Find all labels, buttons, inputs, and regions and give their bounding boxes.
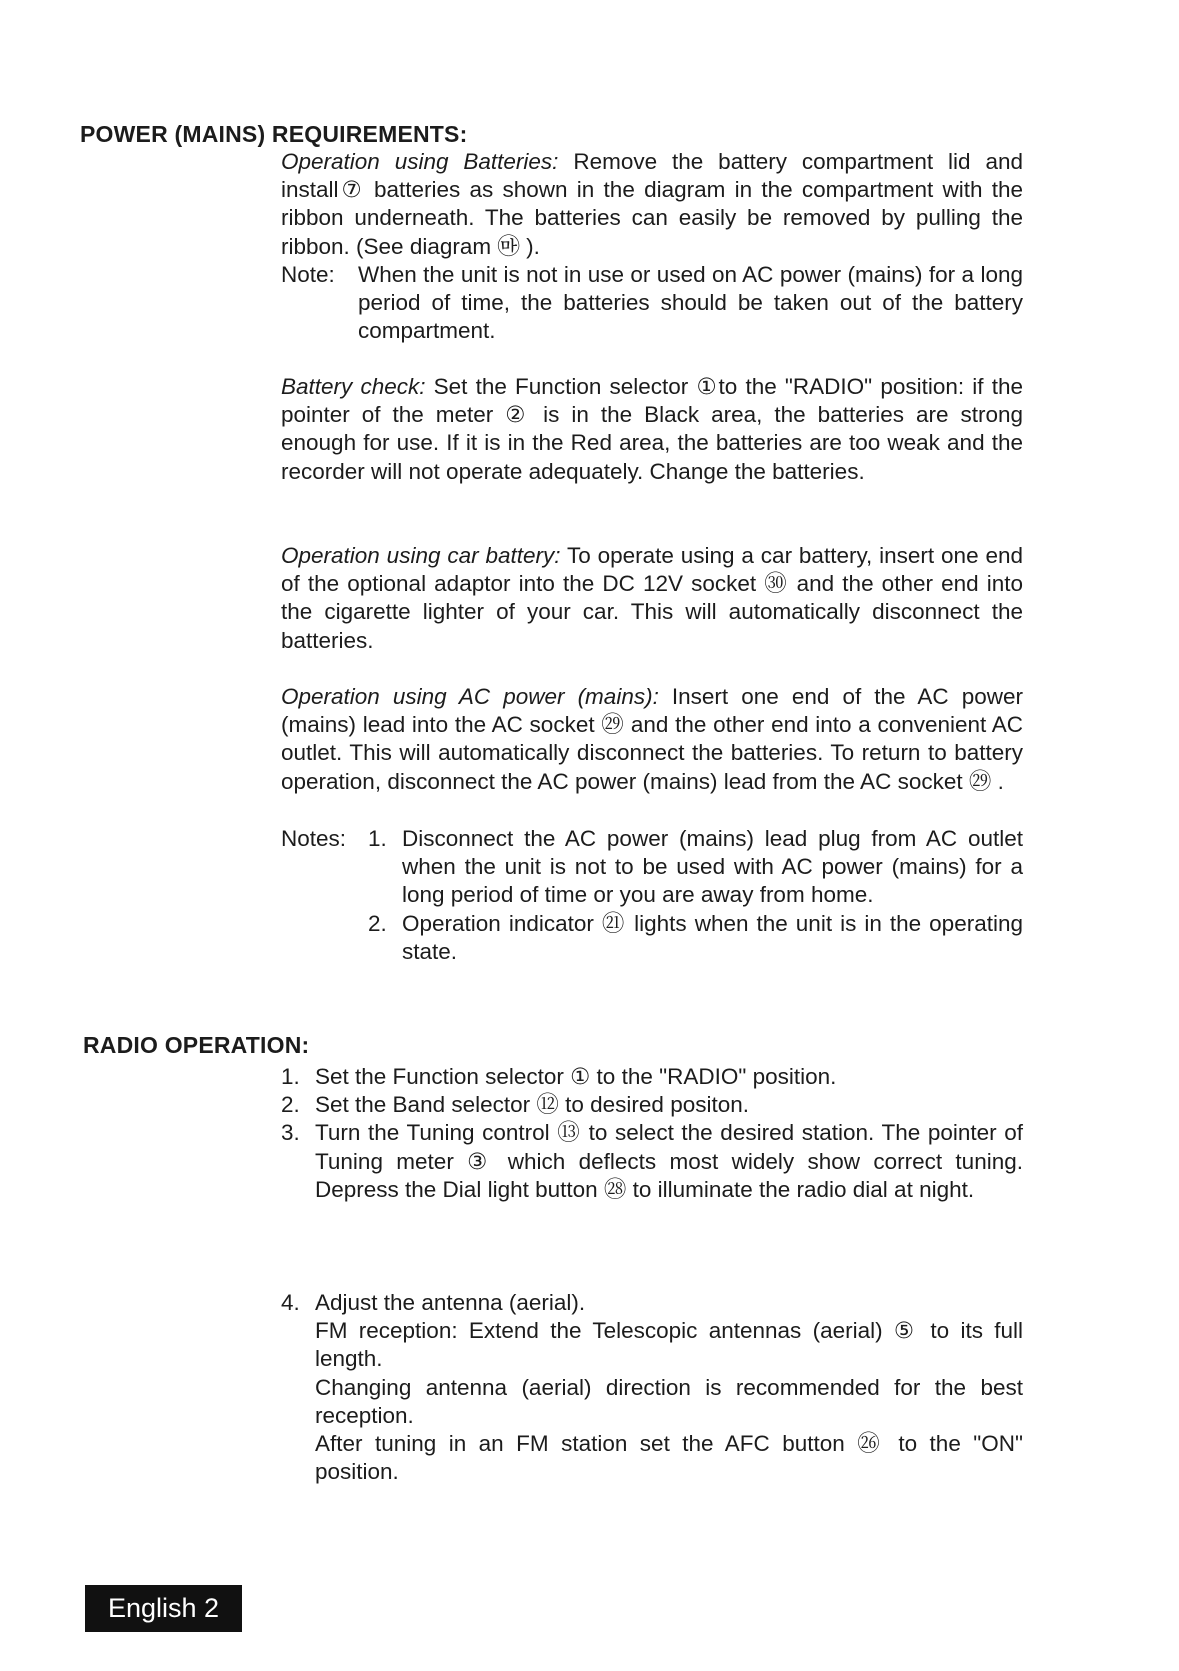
radio-heading: RADIO OPERATION: — [83, 1032, 310, 1058]
radio-step — [281, 1119, 1023, 1204]
radio-steps — [281, 1063, 1023, 1204]
radio-step-number: 1. — [281, 1064, 300, 1089]
radio-step-number: 4. — [281, 1290, 300, 1315]
notes-item-number: 1. — [368, 826, 387, 851]
car-battery-paragraph — [281, 542, 1023, 655]
car-battery-label: Operation using car battery: — [281, 543, 561, 568]
notes-item — [368, 825, 1023, 910]
note-text: When the unit is not in use or used on AC power (mains) for a long period of time, the batteries should be taken out of the battery compartment. — [358, 261, 1023, 344]
radio-step-number: 3. — [281, 1120, 300, 1146]
battery-check-label: Battery check: — [281, 374, 426, 399]
notes-item-text: Operation indicator ㉑ lights when the unit is in the operating state. — [402, 910, 1023, 964]
notes-item-number: 2. — [368, 910, 387, 936]
batteries-label: Operation using Batteries: — [281, 149, 559, 174]
radio-step — [281, 1063, 1023, 1091]
battery-check-paragraph — [281, 373, 1023, 486]
ac-power-text: Insert one end of the AC power (mains) lead into the AC socket ㉙ and the other end into a convenient AC outlet. This will automatically disconnect the batteries. To return to battery operation, disconnect the AC power (mains) lead from the AC socket ㉙ . — [281, 684, 1023, 794]
radio-step-text: Set the Function selector ① to the "RADIO" position. — [315, 1064, 837, 1089]
afc-line: After tuning in an FM station set the AFC button ㉖ to the "ON" position. — [315, 1431, 1023, 1485]
ac-power-label: Operation using AC power (mains): — [281, 684, 659, 709]
radio-step-4 — [281, 1289, 1023, 1486]
note-label: Note: — [281, 261, 335, 287]
notes-label: Notes: — [281, 826, 347, 851]
page-label: English 2 — [85, 1585, 242, 1632]
notes-item-text: Disconnect the AC power (mains) lead plug from AC outlet when the unit is not to be used with AC power (mains) for a long period of time or you are away from home. — [402, 826, 1023, 908]
radio-step-text: Adjust the antenna (aerial). — [315, 1290, 586, 1315]
radio-step-text: Turn the Tuning control ⑬ to select the desired station. The pointer of Tuning meter ③ which deflects most widely show correct tuning. Depress the Dial light button ㉘ to illuminate the radio dial at night. — [315, 1120, 1023, 1202]
radio-step-number: 2. — [281, 1092, 300, 1118]
antenna-direction-line: Changing antenna (aerial) direction is recommended for the best reception. — [315, 1374, 1023, 1428]
notes-block — [281, 825, 1023, 966]
car-battery-text: To operate using a car battery, insert one end of the optional adaptor into the DC 12V socket ㉚ and the other end into the cigarette lighter of your car. This will automatically disconnect the batteries. — [281, 543, 1023, 653]
batteries-text: Remove the battery compartment lid and install⑦ batteries as shown in the diagram in the compartment with the ribbon underneath. The batteries can easily be removed by pulling the ribbon. (See diagram ㉲ ). — [281, 149, 1023, 259]
radio-step — [281, 1289, 1023, 1486]
radio-step-text: Set the Band selector ⑫ to desired positon. — [315, 1092, 750, 1118]
batteries-paragraph — [281, 148, 1023, 345]
radio-step — [281, 1091, 1023, 1119]
note-block — [281, 261, 1023, 346]
fm-reception-line: FM reception: Extend the Telescopic antennas (aerial) ⑤ to its full length. — [315, 1318, 1023, 1372]
battery-check-text: Set the Function selector ①to the "RADIO" position: if the pointer of the meter ② is in the Black area, the batteries are strong enough for use. If it is in the Red area, the batteries are too weak and the recorder will not operate adequately. Change the batteries. — [281, 374, 1024, 484]
ac-power-paragraph — [281, 683, 1023, 796]
power-heading: POWER (MAINS) REQUIREMENTS: — [80, 121, 468, 147]
notes-item — [368, 910, 1023, 966]
